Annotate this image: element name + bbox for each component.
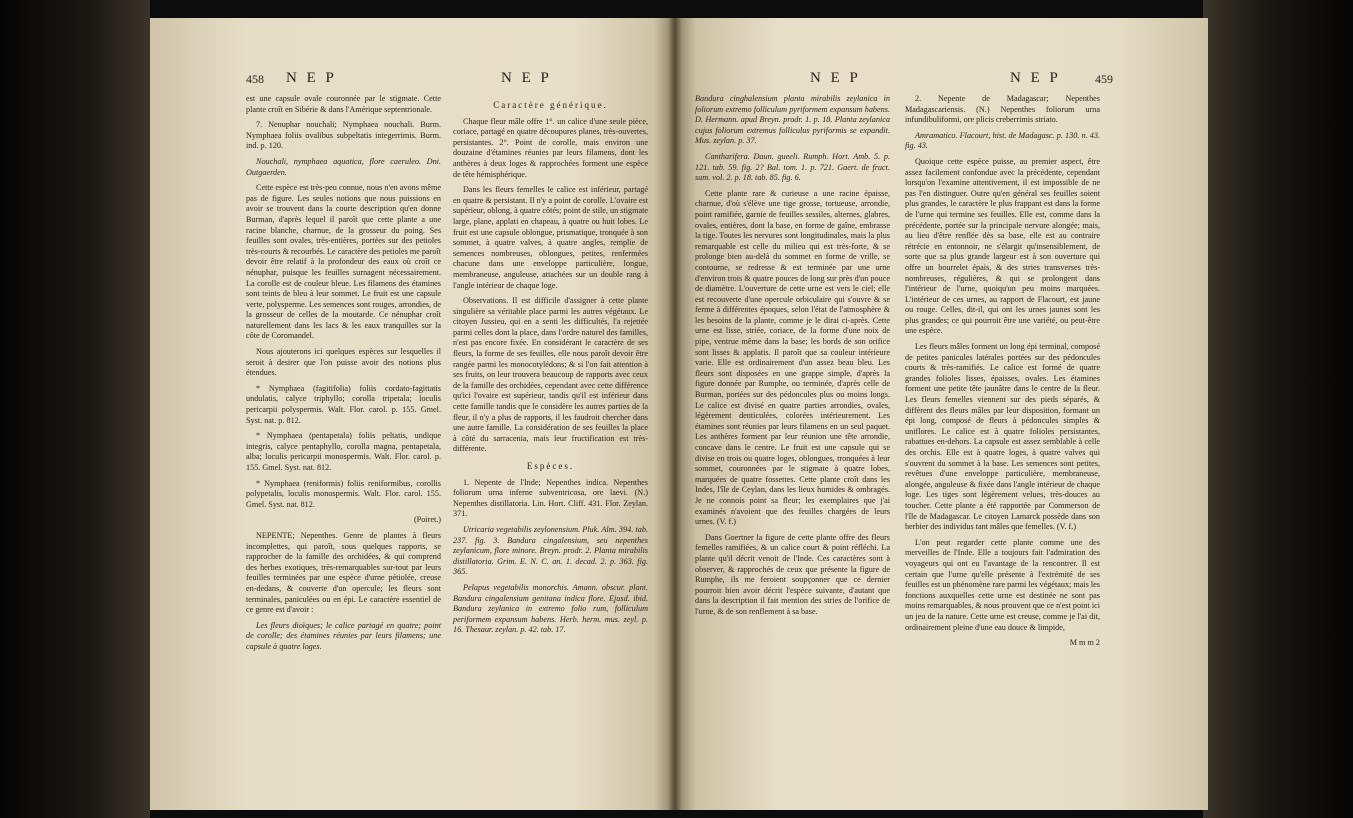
- text-column-1: [695, 94, 890, 623]
- paragraph: * Nymphaea (pentapetala) foliis peltatis, undique integris, calyce pentaphyllo, corolla magna, pentapetala, alba; loculis pericarpii monospermis. Walt. Flor. carol. p. 155. Gmel. Syst. nat. 812.: [246, 431, 441, 472]
- paragraph: * Nymphaea (reniformis) foliis reniformibus, corollis polypetalis, loculis monospermis. Walt. Flor. carol. 155. Gmel. Syst. nat. 812.: [246, 478, 441, 509]
- section-heading: Espèces.: [526, 461, 575, 471]
- book-cover-left: [0, 0, 150, 818]
- book-gutter: [668, 18, 682, 810]
- paragraph: Nouchali, nymphaea aquatica, flore caeruleo. Dni. Outgaerden.: [246, 156, 441, 177]
- paragraph: Bandura cinghalensium planta mirabilis zeylanica in foliorum extremo folliculum pyriformem expansum habens. D. Hermann. apud Breyn. prodr. 1. p. 18. Planta zeylanica cujus foliorum extremus folliculus pyriformis se expandit. Mus. zeylan. p. 37.: [695, 94, 890, 146]
- left-page: [150, 18, 675, 810]
- signature-mark: M m m 2: [1069, 638, 1100, 648]
- paragraph: Cette plante rare & curieuse a une racine épaisse, charnue, d'où s'élève une tige grosse, tortueuse, arrondie, point ramifiée, garnie de feuilles sessiles, alternes, glabres, ovales, entières, dont la base, en forme de gaîne, embrasse la tige. Toutes les nervures sont longitudinales, mais la plus remarquable est celle du milieu qui est très-forte, & se prolonge bien au-delà du sommet en forme de vrille, se contourne, se redresse & est terminée par une urne d'environ trois & quatre pouces de long sur près d'un pouce de diamètre. L'ouverture de cette urne est vers le ciel; elle est recouverte d'une opercule orbiculaire qui s'ouvre & se ferme à différentes époques, selon l'état de l'atmosphère & les besoins de la plante, comme je le dirai ci-après. Cette urne est lisse, striée, coriace, de la forme d'une noix de pipe, ventrue même dans la base; les bords de son orifice sont lisses & applatis. Il paroît que sa couleur intérieure varie. Elle est ordinairement d'un assez beau bleu. Les fleurs sont disposées en une grappe simple, d'après la figure donnée par Rumphe, ou terminée, d'après celle de Burman, portées sur des pédoncules plus ou moins longs. Le calice est divisé en quatre parties arrondies, ovales, légèrement denticulées, colorées intérieurement. Les étamines sont réunies par leurs filamens en un seul paquet. Les anthères forment par leur réunion une tête arrondie, concave dans le centre. Le fruit est une capsule qui se divise en trois ou quatre loges, oblongues, tronquées à leur sommet, couronnées par le stigmate à quatre lobes, marquées de quatre fossettes. Cette plante croît dans les Indes, l'île de Ceylan, dans les lieux humides & ombragés. Je ne connois point sa fleur; les exemplaires que j'ai examinés n'avoient que des feuilles chargées de leurs urnes. (V. f.): [695, 188, 890, 527]
- paragraph: Observations. Il est difficile d'assigner à cette plante singulière sa véritable place parmi les autres végétaux. Le citoyen Jussieu, qui en a senti les difficultés, l'a rejettée parmi celles dont la place, dans l'ordre naturel des familles, n'est pas encore fixée. En considérant le caractère de ses fleurs, la forme de ses feuilles, elle nous paroît devoir être rangée parmi les monocotylédons; & si l'on fait attention à ses fruits, on leur trouvera beaucoup de rapports avec ceux de la famille des orchidées, cependant avec cette différence qu'ici l'ovaire est supérieur, tandis qu'il est inférieur dans cette famille tandis que le considère les autres parties de la fleur, il n'y a plus de rapports, il les faudroit chercher dans une autre famille. La considération de ses feuilles la place à côté du sarracenia, mais leur fructification est très-différente.: [453, 296, 648, 454]
- paragraph: NEPENTE; Nepenthes. Genre de plantes à fleurs incomplettes, qui paroît, sous quelques rapports, se rapprocher de la famille des orchidées, & qui comprend des herbes exotiques, très-remarquables sur-tout par leurs feuilles terminées par une espèce d'urne pétiolée, creuse en-dedans, & couverte d'un opercule; les fleurs sont terminales, paniculées ou en épi. Le caractère essentiel de ce genre est d'avoir :: [246, 530, 441, 615]
- running-head-word: N E P: [1010, 70, 1061, 86]
- paragraph: Quoique cette espèce puisse, au premier aspect, être assez facilement confondue avec la précédente, cependant lorsqu'on l'examine attentivement, il est impossible de ne pas l'en distinguer. Outre qu'en général ses feuilles soient plus grandes, le caractère le plus frappant est dans la forme de l'urne qui termine ses feuilles. Elle est, comme dans la précédente, portée sur la principale nervure alongée; mais, au lieu d'être renflée dès sa base, elle est au contraire rétrécie en entonnoir, ne s'élargit qu'insensiblement, de sorte que sa plus grande largeur est à son ouverture qui offre un bourrelet épais, & des stries transverses très-nombreuses, régulières, & qui se prolongent dans l'intérieur de l'urne, quoiqu'un peu moins marquées. L'intérieur de ces urnes, au rapport de Flacourt, est jaune ou rouge. Celles, dit-il, qui ont les urnes jaunes sont les plus grandes; ce qui pourroit être une variété, ou peut-être une espèce.: [905, 156, 1100, 336]
- running-head-right: [695, 70, 1124, 94]
- running-head-word: N E P: [810, 70, 861, 86]
- paragraph: est une capsule ovale couronnée par le stigmate. Cette plante croît en Sibérie & dans l'Amérique septentrionale.: [246, 94, 441, 114]
- paragraph: Pelapus vegetabilis monorchis. Amann. obscur. plant. Bandura cingalensium genitana indica flore. Ejusd. ibid. Bandura zeylanica in extremo folio rum, folliculum periformem expansum habens. Herb. herm. mus. zeyl. p. 16. Thesaur. zeylan. p. 42. tab. 17.: [453, 582, 648, 635]
- page-number: 458: [246, 72, 264, 86]
- paragraph: Cantharifera. Daun. gueeli. Rumph. Hort. Amb. 5. p. 121. tab. 59. fig. 2? Bal. tom. 1. p. 721. Gaert. de fruct. sum. vol. 2. p. 18. tab. 85. fig. 6.: [695, 151, 890, 183]
- paragraph: Les fleurs mâles forment un long épi terminal, composé de petites panicules latérales portées sur des pédoncules courts & très-ramifiés. Le calice est formé de quatre grandes folioles lisses, épaisses, ovales. Les étamines forment une petite tête jaunâtre dans le centre de la fleur. Les fleurs femelles viennent sur des pieds séparés, & diffèrent des fleurs mâles par leur disposition, formant un épi long, composé de fleurs à pédoncules simples & uniflores. Le calice est à quatre folioles persistantes, rabattues en-dehors. La capsule est assez semblable à celle des orchis. Elle est à quatre loges, à quatre valves qui s'ouvrent du sommet à la base. Les semences sont petites, revêtues d'une enveloppe particulière, membraneuse, alongée, anguleuse & fixée dans l'angle intérieur de chaque loge. Les tiges sont légèrement velues, très-douces au toucher. Cette plante a été rapportée par Commerson de l'île de Madagascar. Le citoyen Lamarck possède dans son herbier des individus tant mâles que femelles. (V. f.): [905, 342, 1100, 532]
- paragraph: Utricaria vegetabilis zeylonensium. Pluk. Alm. 394. tab. 237. fig. 3. Bandura cingalensium, seu nepenthes zeylanicum, flore minore. Breyn. prodr. 2. Planta mirabilis distillatoria. Grim. E. N. C. an. 1. decad. 2. p. 363. fig. 365.: [453, 524, 648, 577]
- section-heading: Caractère générique.: [493, 100, 608, 110]
- text-column-2: [453, 94, 648, 641]
- paragraph: Les fleurs dioïques; le calice partagé en quatre; point de corolle; des étamines réunies par leurs filamens; une capsule à quatre loges.: [246, 620, 441, 651]
- running-head-left: [246, 70, 649, 94]
- right-page: [675, 18, 1208, 810]
- paragraph: Chaque fleur mâle offre 1°. un calice d'une seule pièce, coriace, partagé en quatre découpures planes, très-ouvertes, persistantes. 2°. Point de corolle, mais environ une douzaine d'étamines réunies par leurs filamens, dont les anthères à deux loges & rapprochées forment une espèce de tête hémisphérique.: [453, 116, 648, 179]
- paragraph: * Nymphaea (fagitifolia) foliis cordato-fagittatis undulatis, calyce triphyllo; corolla tripetala; loculis pericarpii polyspermis. Walt. Flor. carol. p. 155. Gmel. Syst. nat. p. 812.: [246, 383, 441, 425]
- book-cover-right: [1203, 0, 1353, 818]
- paragraph: Nous ajouterons ici quelques espèces sur lesquelles il seroit à desirer que l'on puisse avoir des notions plus étendues.: [246, 347, 441, 378]
- paragraph: 7. Nenuphar nouchali; Nymphaea nouchali. Burm. Nymphaea foliis ovalibus subpeltatis integerrimis. Burm. ind. p. 120.: [246, 120, 441, 151]
- paragraph: Dans Goertner la figure de cette plante offre des fleurs femelles ramifiées, & un calice court & point réfléchi. La plante qu'il décrit venoit de l'Inde. Ces caractères sont à observer, & rapprochés de ceux que présente la figure de Rumphe, ils me feroient soupçonner que ce dernier pourroit bien avoir décrit l'espèce suivante, d'autant que dans la description il fait mention des stries de l'orifice de l'urne, & de son renflement à sa base.: [695, 532, 890, 616]
- text-column-2: [905, 94, 1100, 654]
- paragraph: Amramatico. Flacourt, hist. de Madagasc. p. 130. n. 43. fig. 43.: [905, 130, 1100, 151]
- running-head-word: N E P: [286, 70, 337, 86]
- page-number: 459: [1095, 72, 1113, 86]
- author-signature: (Poiret.): [413, 515, 441, 525]
- text-column-1: [246, 94, 441, 658]
- paragraph: 2. Nepente de Madagascar; Nepenthes Madagascariensis. (N.) Nepenthes foliorum urna infundibuliformi, ore plicis creberrimis striato.: [905, 94, 1100, 125]
- running-head-word: N E P: [501, 70, 552, 86]
- paragraph: 1. Nepente de l'Inde; Nepenthes indica. Nepenthes foliorum urna inferne subventricosa, ore laevi. (N.) Nepenthes distillatoria. Lin. Hort. Cliff. 431. Flor. Zeylan. 371.: [453, 477, 648, 519]
- paragraph: Cette espèce est très-peu connue, nous n'en avons même pas de figure. Les seules notions que nous puissions en avoir se trouvent dans la courte description qu'en donne Burman, d'après lequel il paroît que cette plante a une racine blanche, charnue, de la grosseur du poing. Ses feuilles sont ovales, très-entières, portées sur des petioles très-courts & recourbés. Le caractère des petioles me paroît devoir être relatif à la profondeur des eaux où croît ce nénuphar, puisque les feuilles surnagent nécessairement. La corolle est de couleur bleue. Les filamens des étamines sont teints de bleu à leur sommet. Le fruit est une capsule verte, polysperme. Les semences sont rouges, arrondies, de la grosseur de celles de la moutarde. Ce nénuphar croît naturellement dans les lacs & les eaux tranquilles sur la côte de Coromandel.: [246, 183, 441, 341]
- paragraph: Dans les fleurs femelles le calice est inférieur, partagé en quatre & persistant. Il n'y a point de corolle. L'ovaire est supérieur, oblong, à quatre côtés; point de stile, un stigmate large, plane, applati en chapeau, à quatre ou huit lobes. Le fruit est une capsule oblongue, prismatique, tronquée à son sommet, à quatre valves, à quatre angles, remplie de semences nombreuses, oblongues, petites, renfermées chacune dans une enveloppe particulière, longue, membraneuse, anguleuse, attachées sur un double rang à l'angle intérieur de chaque loge.: [453, 185, 648, 290]
- paragraph: L'on peut regarder cette plante comme une des merveilles de l'Inde. Elle a toujours fait l'admiration des voyageurs qui ont eu l'avantage de la rencontrer. Il est certain que l'urne qu'elle présente à l'extrémité de ses feuilles est un phénomène rare parmi les végétaux; mais les fonctions auxquelles cette urne est destinée ne sont pas moins remarquables, & nous prouvent que ce n'est point ici un jeu de la nature. Cette urne est creuse, comme je l'ai dit, ordinairement pleine d'une eau douce & limpide,: [905, 537, 1100, 632]
